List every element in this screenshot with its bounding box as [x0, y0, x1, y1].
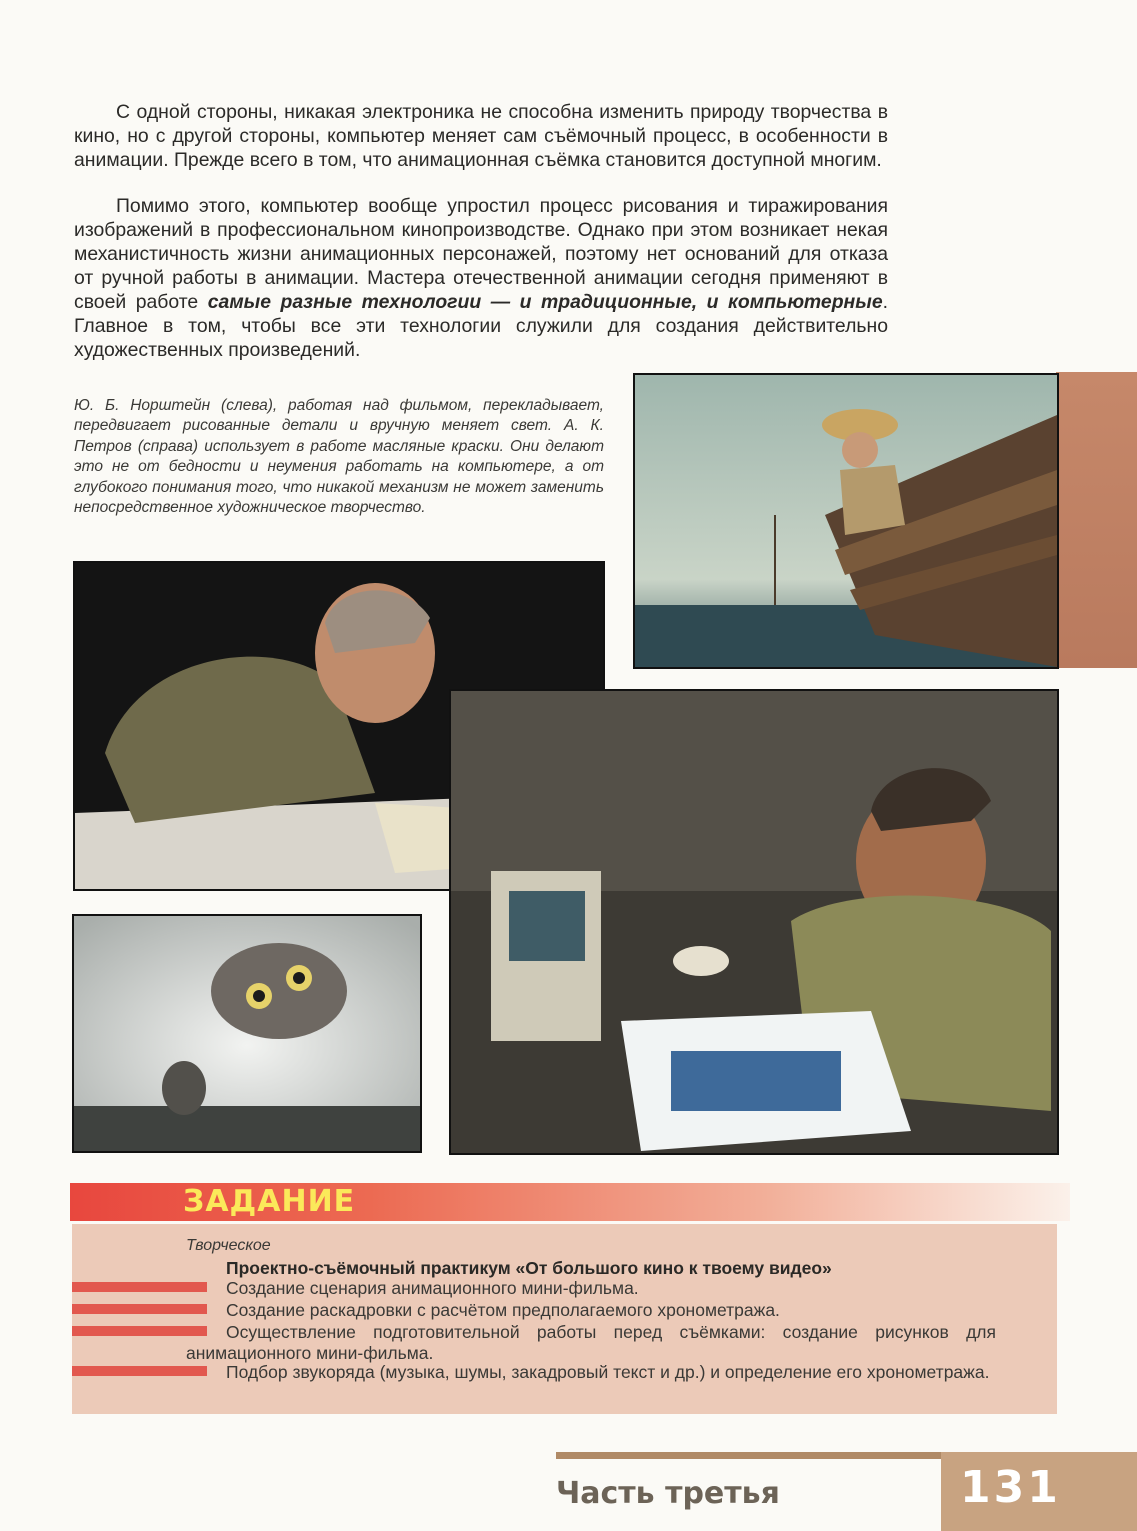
animation-still-fisherman-photo [633, 373, 1059, 669]
task-item-4: Подбор звукоряда (музыка, шумы, закадровый текст и др.) и определение его хронометража. [226, 1362, 990, 1382]
task-item-3: Осуществление подготовительной работы перед съёмками: создание рисунков для анимационного мини-фильма. [186, 1322, 996, 1363]
task-title: ЗАДАНИЕ [183, 1184, 356, 1219]
task-heading: Проектно-съёмочный практикум «От большого кино к твоему видео» [226, 1258, 832, 1278]
footer-part-title: Часть третья [556, 1476, 780, 1511]
task-type-label: Творческое [186, 1237, 271, 1254]
page-number: 131 [960, 1462, 1061, 1513]
side-decorative-band [1056, 372, 1137, 668]
petrov-working-photo [449, 689, 1059, 1155]
task-item-stripe [72, 1304, 207, 1314]
paragraph-1: С одной стороны, никакая электроника не способна изменить природу творчества в кино, но с другой стороны, компьютер меняет сам съёмочный процесс, в особенности в анимации. Прежде всего в том, что анимационная съёмка становится доступной многим. [74, 101, 888, 171]
photo-caption: Ю. Б. Норштейн (слева), работая над фильмом, перекладывает, передвигает рисованные детали и вручную меняет свет. А. К. Петров (справа) использует в работе масляные краски. Они делают это не от бедности и неумения работать на компьютере, а от глубокого понимания того, что никакой механизм не может заменить непосредственное художническое творчество. [74, 397, 604, 517]
paragraph-2-text-end: . Главное в том, чтобы все эти технологии служили для создания действительно художественных произведений. [74, 291, 888, 361]
paragraph-2-text-start: Помимо этого, компьютер вообще упростил процесс рисования и тиражирования изображений в профессиональном кинопроизводстве. Однако при этом возникает некая механистичность жизни анимационных персонажей, поэтому нет оснований для отказа от ручной работы в анимации. Мастера отечественной анимации сегодня применяют в своей работе [74, 195, 888, 313]
task-item-2: Создание раскадровки с расчётом предполагаемого хронометража. [226, 1300, 780, 1320]
paragraph-2 [74, 194, 888, 362]
task-item-stripe [72, 1282, 207, 1292]
footer-rule [556, 1452, 941, 1459]
animation-still-hedgehog-owl-photo [72, 914, 422, 1153]
task-item-1: Создание сценария анимационного мини-фильма. [226, 1278, 639, 1298]
paragraph-2-highlight: самые разные технологии — и традиционные, и компьютерные [207, 291, 883, 313]
